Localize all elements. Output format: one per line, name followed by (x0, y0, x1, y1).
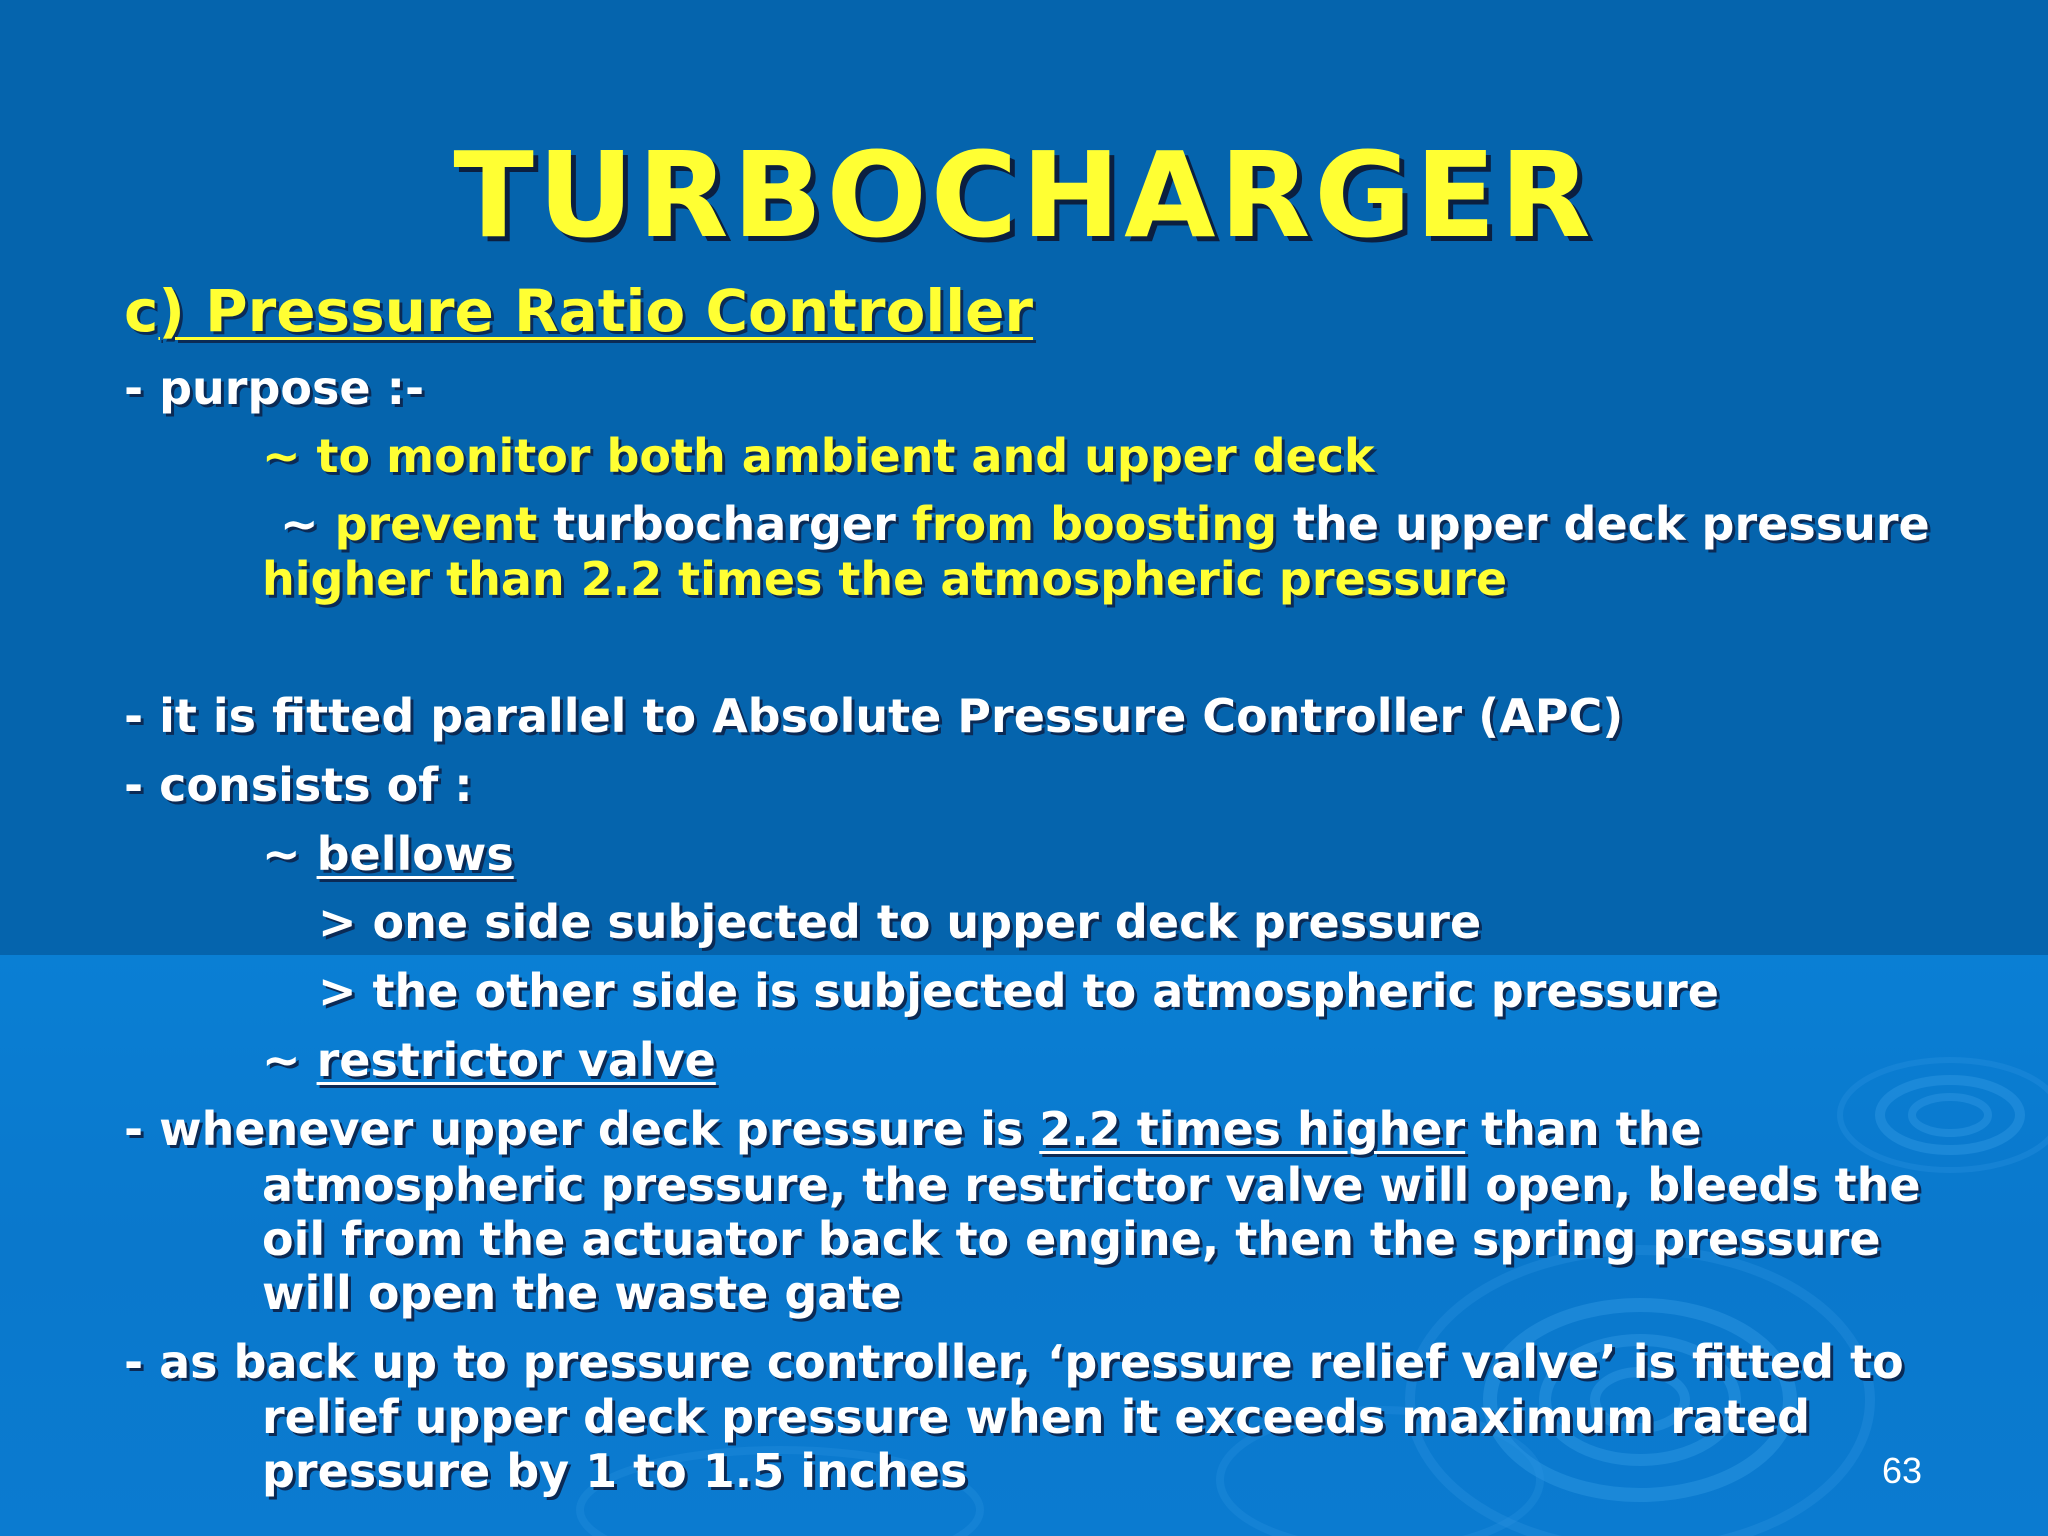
slide-title: TURBOCHARGER (453, 126, 1595, 264)
backup-line-1: - as back up to pressure controller, ‘pressure relief valve’ is fitted to (124, 1335, 1904, 1389)
consists-label: - consists of : (124, 758, 473, 812)
bellows-detail-2: > the other side is subjected to atmospheric pressure (318, 964, 1719, 1018)
section-heading-prefix: c (124, 277, 159, 345)
whenever-text-c: than the (1465, 1102, 1702, 1156)
backup-line-3: pressure by 1 to 1.5 inches (262, 1444, 968, 1498)
restrictor-tilde: ~ (262, 1033, 317, 1087)
page-number: 63 (1882, 1450, 1923, 1491)
bellows-label: bellows (316, 827, 514, 881)
whenever-text-a: - whenever upper deck pressure is (124, 1102, 1040, 1156)
purpose-item-2-tilde: ~ (280, 497, 335, 551)
backup-line-2: relief upper deck pressure when it exceeds maximum rated (262, 1390, 1811, 1444)
bellows-detail-1: > one side subjected to upper deck pressure (318, 895, 1482, 949)
purpose-item-2-upper-deck: the upper deck pressure (1277, 497, 1930, 551)
purpose-item-2 (280, 496, 1930, 552)
whenever-line-4: will open the waste gate (262, 1266, 902, 1320)
purpose-item-2-continued: higher than 2.2 times the atmospheric pressure (262, 552, 1508, 606)
fitted-statement: - it is fitted parallel to Absolute Pressure Controller (APC) (124, 689, 1624, 743)
purpose-item-2-turbocharger: turbocharger (537, 497, 912, 551)
section-heading (124, 278, 1033, 344)
purpose-item-1: ~ to monitor both ambient and upper deck (262, 429, 1375, 483)
purpose-item-2-prevent: prevent (334, 497, 538, 551)
section-heading-text: ) Pressure Ratio Controller (158, 277, 1034, 345)
whenever-line-2: atmospheric pressure, the restrictor valve will open, bleeds the (262, 1158, 1921, 1212)
purpose-label: - purpose :- (124, 361, 425, 415)
restrictor-item (262, 1032, 716, 1088)
whenever-line-3: oil from the actuator back to engine, then the spring pressure (262, 1212, 1881, 1266)
whenever-line-1 (124, 1101, 1702, 1157)
bellows-item (262, 826, 514, 882)
bellows-tilde: ~ (262, 827, 317, 881)
restrictor-label: restrictor valve (316, 1033, 716, 1087)
purpose-item-2-from-boosting: from boosting (911, 497, 1278, 551)
whenever-emphasis: 2.2 times higher (1039, 1102, 1466, 1156)
